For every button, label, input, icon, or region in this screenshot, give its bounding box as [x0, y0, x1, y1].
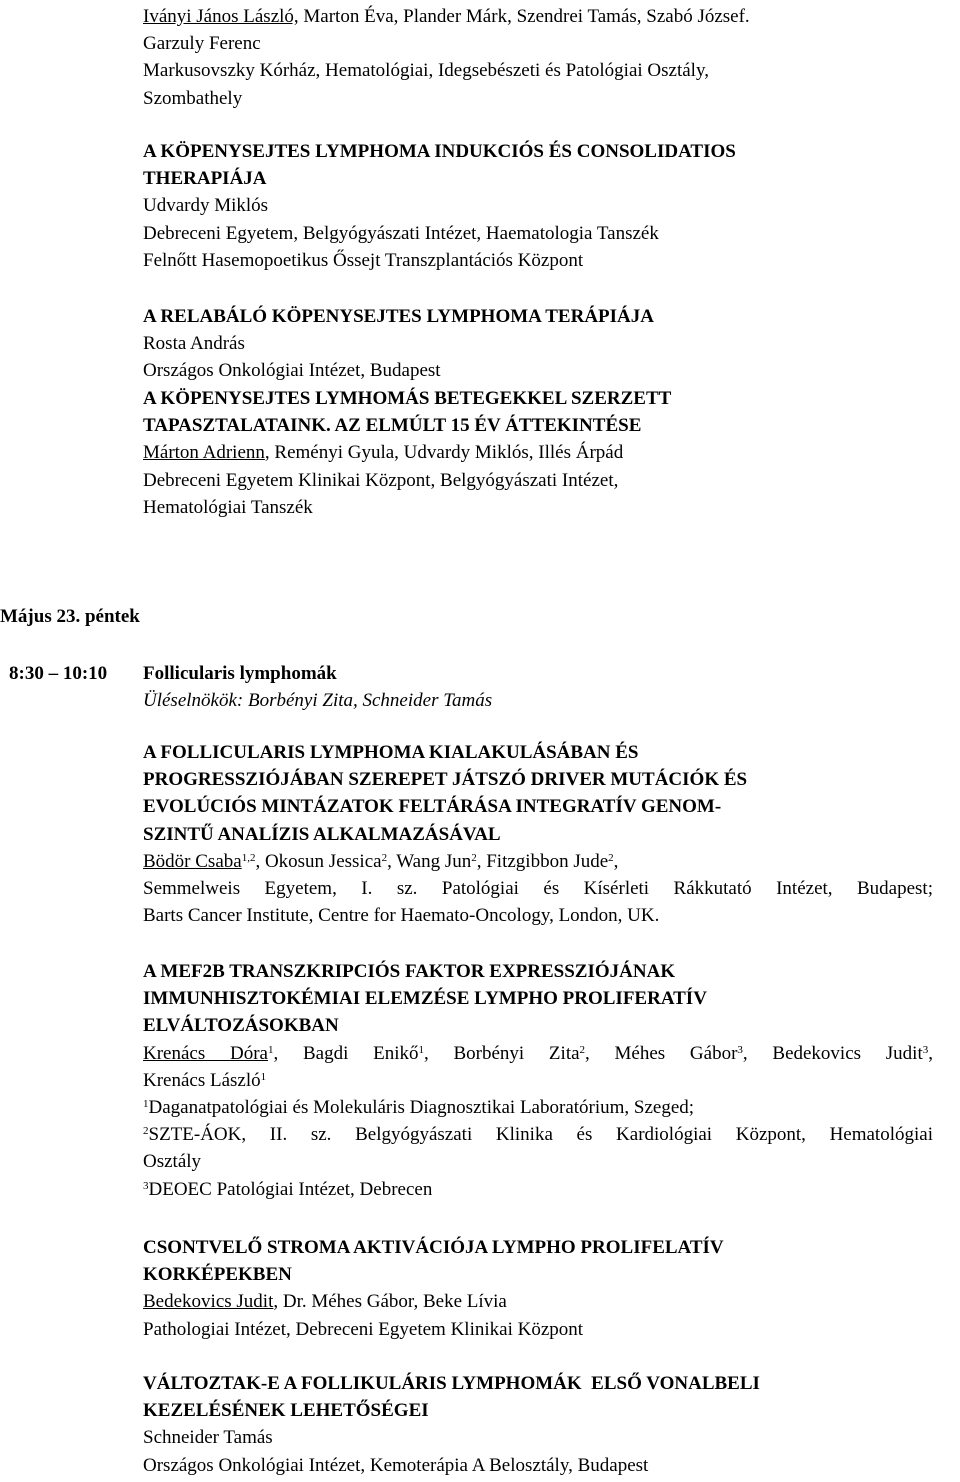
abstract-entry-1: [143, 138, 933, 274]
co-author: , Bagdi Enikő: [273, 1042, 419, 1064]
affiliation-mark: 3: [143, 1179, 149, 1192]
presenting-author: Bödör Csaba: [143, 850, 242, 872]
affiliation-mark: 2: [608, 851, 614, 864]
institution-line: Debreceni Egyetem, Belgyógyászati Intézet, Haematologia Tanszék: [143, 222, 659, 244]
session-header: [143, 660, 933, 714]
co-author: , Méhes Gábor: [585, 1042, 738, 1064]
author-line: [143, 3, 933, 30]
institution-line: [143, 1094, 933, 1121]
author-line: Rosta András: [143, 333, 245, 355]
abstract-title-line: EVOLÚCIÓS MINTÁZATOK FELTÁRÁSA INTEGRATÍV GENOM-: [143, 796, 722, 818]
co-authors: , Dr. Méhes Gábor, Beke Lívia: [273, 1291, 507, 1313]
day-heading: Május 23. péntek: [0, 606, 140, 627]
abstract-entry-5: [143, 958, 933, 1203]
author-line: Schneider Tamás: [143, 1427, 273, 1449]
author-punctuation: ,: [613, 850, 619, 872]
affiliation-mark: 2: [471, 851, 477, 864]
abstract-entry-4: [143, 739, 933, 929]
affiliation-mark: 2: [579, 1043, 586, 1056]
abstract-title-line: VÁLTOZTAK-E A FOLLIKULÁRIS LYMPHOMÁK ELSŐ VONALBELI: [143, 1373, 760, 1394]
affiliation-mark: 2: [143, 1125, 149, 1138]
co-author: Krenács László: [143, 1069, 261, 1091]
institution-text: DEOEC Patológiai Intézet, Debrecen: [148, 1178, 433, 1200]
institution-line: [143, 1121, 933, 1148]
presenting-author: Márton Adrienn: [143, 442, 265, 464]
presenting-author: Bedekovics Judit: [143, 1291, 274, 1313]
co-author: , Okosun Jessica: [255, 850, 382, 872]
session-title: Follicularis lymphomák: [143, 663, 337, 684]
author-punctuation: ,: [928, 1042, 933, 1064]
institution-line: Barts Cancer Institute, Centre for Haemato-Oncology, London, UK.: [143, 905, 660, 927]
top-entry: [143, 3, 933, 112]
institution-text: Daganatpatológiai és Molekuláris Diagnosztikai Laboratórium, Szeged;: [148, 1096, 695, 1118]
affiliation-mark: 2: [381, 851, 388, 864]
co-author: , Bedekovics Judit: [742, 1042, 923, 1064]
abstract-title-line: KEZELÉSÉNEK LEHETŐSÉGEI: [143, 1400, 429, 1422]
abstract-entry-3: [143, 385, 933, 521]
session-chairs: Üléselnökök: Borbényi Zita, Schneider Tamás: [143, 690, 493, 712]
institution-text: SZTE-ÁOK, II. sz. Belgyógyászati Klinika és Kardiológiai Központ, Hematológiai: [148, 1124, 933, 1146]
abstract-title-line: IMMUNHISZTOKÉMIAI ELEMZÉSE LYMPHO PROLIFERATÍV: [143, 988, 707, 1010]
abstract-title-line: TAPASZTALATAINK. AZ ELMÚLT 15 ÉV ÁTTEKINTÉSE: [143, 415, 642, 437]
session-time: 8:30 – 10:10: [9, 663, 108, 684]
abstract-entry-2: [143, 303, 933, 385]
author-line-2: Garzuly Ferenc: [143, 33, 261, 55]
abstract-title-line: A RELABÁLÓ KÖPENYSEJTES LYMPHOMA TERÁPIÁJA: [143, 306, 654, 327]
abstract-entry-6: [143, 1234, 933, 1343]
presenting-author: Iványi János László,: [143, 6, 299, 27]
abstract-title-line: A FOLLICULARIS LYMPHOMA KIALAKULÁSÁBAN ÉS: [143, 742, 639, 763]
institution-line: [143, 1176, 933, 1203]
affiliation-mark: 3: [922, 1043, 929, 1056]
author-line: [143, 1288, 933, 1315]
affiliation-mark: 1: [143, 1097, 149, 1110]
co-authors: Marton Éva, Plander Márk, Szendrei Tamás, Szabó József.: [298, 6, 750, 27]
institution-line: Országos Onkológiai Intézet, Kemoterápia A Belosztály, Budapest: [143, 1454, 649, 1476]
institution-line: Semmelweis Egyetem, I. sz. Patológiai és Kísérleti Rákkutató Intézet, Budapest;: [143, 877, 933, 899]
presenting-author: Krenács Dóra: [143, 1042, 268, 1064]
author-line: [143, 1067, 933, 1094]
affiliation-mark: 1: [260, 1070, 267, 1083]
abstract-title-line: PROGRESSZIÓJÁBAN SZEREPET JÁTSZÓ DRIVER MUTÁCIÓK ÉS: [143, 769, 748, 791]
author-line: [143, 439, 933, 466]
author-line: [143, 1040, 933, 1067]
abstract-title-line: ELVÁLTOZÁSOKBAN: [143, 1015, 339, 1037]
abstract-title-line: KORKÉPEKBEN: [143, 1264, 292, 1286]
abstract-title-line: THERAPIÁJA: [143, 168, 267, 190]
city-line: Szombathely: [143, 87, 243, 109]
co-author: , Wang Jun: [387, 850, 472, 872]
abstract-title-line: A KÖPENYSEJTES LYMPHOMA INDUKCIÓS ÉS CONSOLIDATIOS: [143, 141, 736, 162]
abstract-title-line: SZINTŰ ANALÍZIS ALKALMAZÁSÁVAL: [143, 823, 501, 845]
institution-line: Hematológiai Tanszék: [143, 496, 313, 518]
co-author: , Fitzgibbon Jude: [476, 850, 609, 872]
abstract-title-line: A KÖPENYSEJTES LYMHOMÁS BETEGEKKEL SZERZETT: [143, 388, 672, 409]
abstract-entry-7: [143, 1370, 933, 1479]
institution-line: Országos Onkológiai Intézet, Budapest: [143, 360, 441, 382]
co-author: , Borbényi Zita: [423, 1042, 580, 1064]
affiliation-mark: 1: [418, 1043, 424, 1056]
affiliation-mark: 1: [267, 1043, 274, 1056]
author-line: [143, 848, 933, 875]
abstract-title-line: A MEF2B TRANSZKRIPCIÓS FAKTOR EXPRESSZIÓJÁNAK: [143, 961, 676, 982]
institution-line: Felnőtt Hasemopoetikus Őssejt Transzplantációs Központ: [143, 249, 584, 271]
affiliation-mark: 3: [737, 1043, 743, 1056]
abstract-title-line: CSONTVELŐ STROMA AKTIVÁCIÓJA LYMPHO PROLIFELATÍV: [143, 1237, 724, 1258]
institution-line: Debreceni Egyetem Klinikai Központ, Belgyógyászati Intézet,: [143, 469, 619, 491]
co-authors: , Reményi Gyula, Udvardy Miklós, Illés Árpád: [264, 442, 624, 464]
affiliation-mark: 1,2: [241, 851, 256, 864]
institution-line: Pathologiai Intézet, Debreceni Egyetem Klinikai Központ: [143, 1318, 584, 1340]
institution-line: Osztály: [143, 1151, 202, 1173]
author-line: Udvardy Miklós: [143, 195, 269, 217]
institution-line: Markusovszky Kórház, Hematológiai, Idegsebészeti és Patológiai Osztály,: [143, 60, 709, 82]
